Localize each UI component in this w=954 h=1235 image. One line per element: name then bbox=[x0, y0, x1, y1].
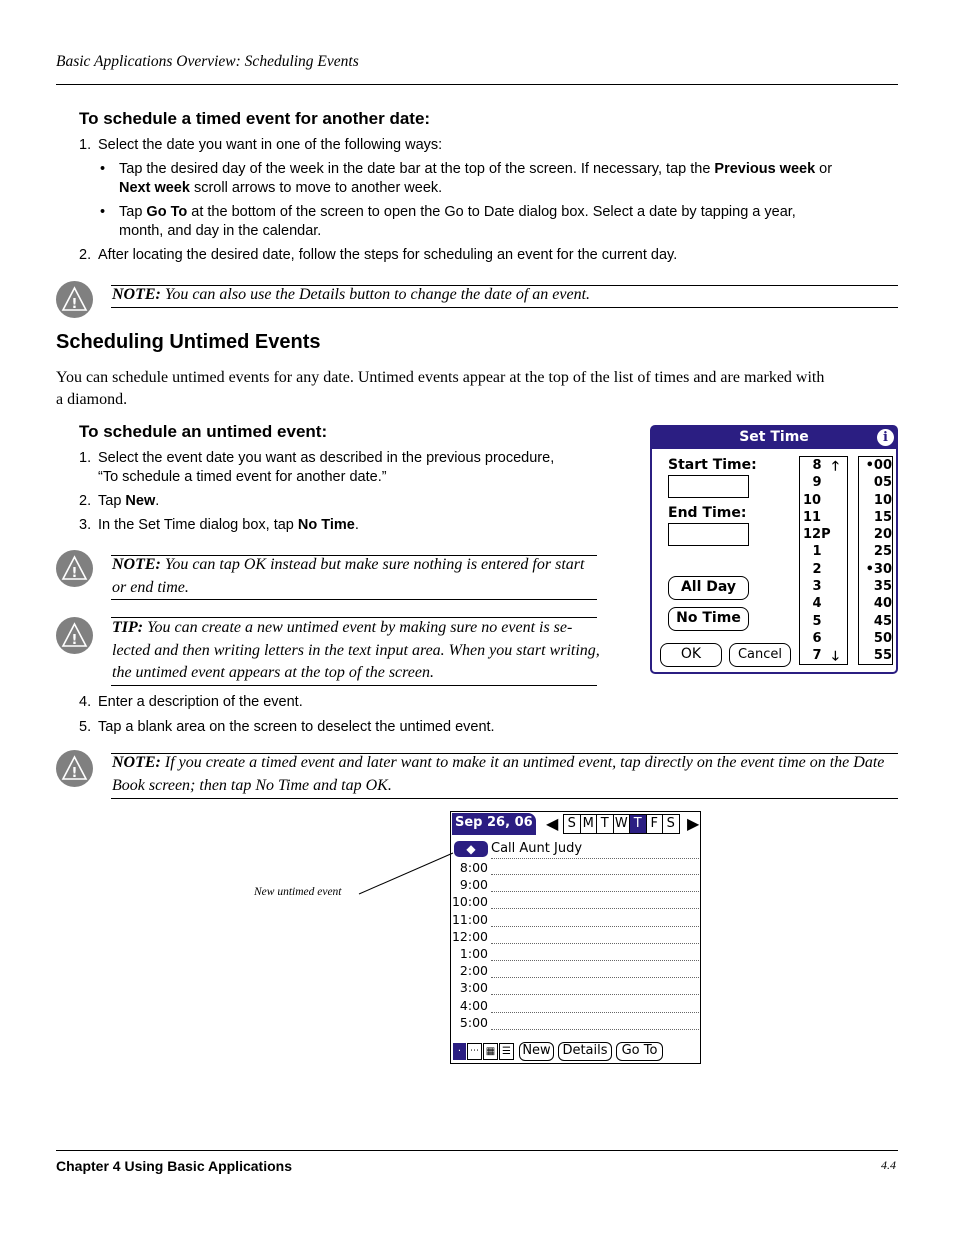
end-time-field[interactable] bbox=[668, 523, 749, 546]
next-week-arrow-icon[interactable]: ▶ bbox=[687, 814, 700, 833]
time-label[interactable]: 8:00 bbox=[459, 860, 488, 875]
time-slot-line bbox=[491, 891, 699, 892]
start-time-field[interactable] bbox=[668, 475, 749, 498]
bullet-1-marker: • bbox=[100, 161, 106, 177]
minute-option[interactable]: 55 bbox=[873, 648, 892, 664]
day-button[interactable]: F bbox=[646, 814, 664, 834]
minute-column bbox=[860, 457, 892, 665]
new-button[interactable]: New bbox=[519, 1042, 554, 1061]
warning-icon bbox=[56, 281, 93, 318]
time-label[interactable]: 12:00 bbox=[451, 928, 488, 944]
hour-up-arrow-icon[interactable]: 🡑 bbox=[832, 459, 839, 474]
time-label[interactable]: 3:00 bbox=[459, 980, 488, 996]
time-label[interactable]: 10:00 bbox=[451, 894, 488, 910]
minute-option[interactable]: •30 bbox=[865, 561, 892, 577]
untimed-step-2-text: Tap New. bbox=[98, 493, 160, 509]
note-2-text: NOTE: You can tap OK instead but make sure nothing is entered for start or end time. bbox=[112, 556, 585, 596]
callout-leader-line bbox=[355, 850, 455, 900]
hour-option[interactable]: 8 bbox=[812, 458, 822, 473]
hour-option[interactable]: 7 bbox=[812, 648, 822, 664]
set-time-dialog bbox=[650, 425, 898, 674]
minute-option[interactable]: 40 bbox=[873, 596, 892, 612]
time-slot-line bbox=[491, 977, 699, 978]
hour-option[interactable]: 9 bbox=[812, 475, 822, 491]
week-view-icon[interactable]: ⋯ bbox=[467, 1043, 482, 1060]
untimed-step-2-number: 2. bbox=[79, 493, 92, 509]
time-slot-line bbox=[491, 926, 699, 927]
minute-option[interactable]: 35 bbox=[873, 579, 892, 595]
untimed-step-4-text: Enter a description of the event. bbox=[98, 694, 303, 710]
previous-week-arrow-icon[interactable]: ◀ bbox=[546, 814, 559, 833]
untimed-step-5-text: Tap a blank area on the screen to deselect the untimed event. bbox=[98, 719, 495, 735]
cancel-button[interactable]: Cancel bbox=[729, 643, 791, 667]
start-time-label: Start Time: bbox=[668, 457, 757, 473]
running-header: Basic Applications Overview: Scheduling Events bbox=[56, 53, 359, 70]
time-label[interactable]: 5:00 bbox=[459, 1014, 488, 1030]
note-1-bottom-rule bbox=[111, 307, 898, 308]
day-button[interactable]: S bbox=[563, 814, 581, 834]
bullet-2-marker: • bbox=[100, 204, 106, 220]
end-time-label: End Time: bbox=[668, 505, 747, 521]
time-label[interactable]: 1:00 bbox=[459, 945, 488, 961]
day-view-icon[interactable]: · bbox=[453, 1043, 466, 1060]
section-heading-timed: To schedule a timed event for another date: bbox=[79, 109, 431, 128]
svg-text:!: ! bbox=[71, 566, 78, 581]
step-2-text: After locating the desired date, follow the steps for scheduling an event for the current day. bbox=[98, 247, 678, 263]
go-to-button[interactable]: Go To bbox=[616, 1042, 663, 1061]
time-slot-row[interactable] bbox=[451, 979, 701, 996]
time-slot-row[interactable] bbox=[451, 945, 701, 962]
time-slot-line bbox=[491, 908, 699, 909]
minute-option[interactable]: 20 bbox=[873, 527, 892, 543]
agenda-view-icon[interactable]: ☰ bbox=[499, 1043, 514, 1060]
tip-bottom-rule bbox=[111, 685, 597, 686]
time-slot-line bbox=[491, 874, 699, 875]
untimed-step-1-number: 1. bbox=[79, 450, 92, 466]
untimed-event[interactable]: Call Aunt Judy bbox=[491, 841, 583, 856]
datebook-screen bbox=[450, 811, 701, 1064]
ok-button[interactable]: OK bbox=[660, 643, 722, 667]
step-1-number: 1. bbox=[79, 137, 92, 153]
untimed-step-1-text: Select the event date you want as described in the previous procedure, “To schedule a timed event for another date.” bbox=[98, 450, 555, 485]
minute-option[interactable]: 05 bbox=[873, 475, 892, 491]
tip-text: TIP: You can create a new untimed event by making sure no event is se- lected and then writing letters in the text input area. When you start writing, the untimed event appears at the top of the screen. bbox=[112, 619, 600, 681]
time-slot-line bbox=[491, 943, 699, 944]
time-slot-line bbox=[491, 960, 699, 961]
hour-option[interactable]: 6 bbox=[812, 630, 822, 646]
month-view-icon[interactable]: ▦ bbox=[483, 1043, 498, 1060]
hour-option[interactable]: 4 bbox=[812, 596, 822, 612]
warning-icon bbox=[56, 550, 93, 587]
time-slot-line bbox=[491, 1012, 699, 1013]
header-rule bbox=[56, 84, 898, 85]
day-bar bbox=[563, 814, 680, 834]
hour-option[interactable]: 11 bbox=[803, 509, 822, 525]
time-slot-row[interactable] bbox=[451, 928, 701, 945]
untimed-diamond-icon[interactable]: ◆ bbox=[454, 841, 488, 857]
page-number: 4.4 bbox=[881, 1158, 896, 1172]
minute-option[interactable]: 25 bbox=[873, 544, 892, 560]
time-slot-row[interactable] bbox=[451, 962, 701, 979]
minute-option[interactable]: •00 bbox=[865, 458, 892, 473]
bullet-2-text: Tap Go To at the bottom of the screen to open the Go to Date dialog box. Select a date by tapping a year, month, and day in the calendar. bbox=[119, 204, 796, 239]
untimed-step-5-number: 5. bbox=[79, 719, 92, 735]
no-time-button[interactable]: No Time bbox=[668, 607, 749, 631]
warning-icon bbox=[56, 617, 93, 654]
date-title: Sep 26, 06 bbox=[455, 815, 533, 830]
day-button[interactable]: S bbox=[662, 814, 680, 834]
untimed-step-3-number: 3. bbox=[79, 517, 92, 533]
callout-label: New untimed event bbox=[254, 886, 342, 898]
note-3-bottom-rule bbox=[111, 798, 898, 799]
footer-rule bbox=[56, 1150, 898, 1151]
time-slot-line bbox=[491, 1029, 699, 1030]
minute-option[interactable]: 50 bbox=[873, 630, 892, 646]
warning-icon bbox=[56, 750, 93, 787]
step-2-number: 2. bbox=[79, 247, 92, 263]
time-list bbox=[451, 859, 701, 1031]
dialog-title: Set Time bbox=[739, 429, 809, 445]
footer-chapter: Chapter 4 Using Basic Applications bbox=[56, 1158, 292, 1174]
section-title-untimed: Scheduling Untimed Events bbox=[56, 331, 321, 353]
all-day-button[interactable]: All Day bbox=[668, 576, 749, 600]
day-button[interactable]: W bbox=[613, 814, 631, 834]
minute-option[interactable]: 15 bbox=[873, 509, 892, 525]
day-button[interactable]: M bbox=[580, 814, 598, 834]
details-button[interactable]: Details bbox=[558, 1042, 612, 1061]
note-2-bottom-rule bbox=[111, 599, 597, 600]
svg-text:!: ! bbox=[71, 633, 78, 648]
info-icon[interactable]: i bbox=[877, 429, 894, 446]
time-label[interactable]: 4:00 bbox=[459, 997, 488, 1013]
hour-down-arrow-icon[interactable]: 🡓 bbox=[832, 649, 839, 664]
note-3-text: NOTE: If you create a timed event and later want to make it an untimed event, tap directly on the event time on the Date Book screen; then tap No Time and tap OK. bbox=[112, 754, 885, 794]
time-slot-row[interactable] bbox=[451, 876, 701, 893]
hour-option[interactable]: 10 bbox=[803, 492, 822, 508]
untimed-intro: You can schedule untimed events for any date. Untimed events appear at the top of the list of times and are marked with a diamond. bbox=[56, 369, 825, 408]
hour-option[interactable]: 3 bbox=[812, 579, 822, 595]
note-1-text: NOTE: You can also use the Details button to change the date of an event. bbox=[112, 286, 591, 303]
section-heading-untimed: To schedule an untimed event: bbox=[79, 422, 328, 441]
svg-text:!: ! bbox=[71, 297, 78, 312]
day-button[interactable]: T bbox=[596, 814, 614, 834]
time-slot-row[interactable] bbox=[451, 859, 701, 876]
hour-option[interactable]: 5 bbox=[812, 613, 822, 629]
time-slot-row[interactable] bbox=[451, 1014, 701, 1031]
bullet-1-text: Tap the desired day of the week in the date bar at the top of the screen. If necessary, tap the Previous week or Next week scroll arrows to move to another week. bbox=[119, 161, 833, 196]
time-slot-row[interactable] bbox=[451, 911, 701, 928]
hour-option[interactable]: 12P bbox=[803, 527, 831, 543]
time-slot-row[interactable] bbox=[451, 997, 701, 1014]
hour-option[interactable]: 1 bbox=[812, 544, 822, 560]
time-label[interactable]: 11:00 bbox=[451, 911, 488, 927]
step-1-text: Select the date you want in one of the following ways: bbox=[98, 137, 443, 153]
time-slot-line bbox=[491, 994, 699, 995]
time-label[interactable]: 9:00 bbox=[459, 877, 488, 893]
time-slot-row[interactable] bbox=[451, 893, 701, 910]
hour-option[interactable]: 2 bbox=[812, 561, 822, 577]
untimed-step-4-number: 4. bbox=[79, 694, 92, 710]
time-label[interactable]: 2:00 bbox=[459, 963, 488, 979]
day-button[interactable]: T bbox=[629, 814, 647, 834]
hour-column bbox=[803, 457, 833, 665]
minute-option[interactable]: 45 bbox=[873, 613, 892, 629]
minute-option[interactable]: 10 bbox=[873, 492, 892, 508]
untimed-step-3-text: In the Set Time dialog box, tap No Time. bbox=[98, 517, 359, 533]
svg-text:!: ! bbox=[71, 766, 78, 781]
